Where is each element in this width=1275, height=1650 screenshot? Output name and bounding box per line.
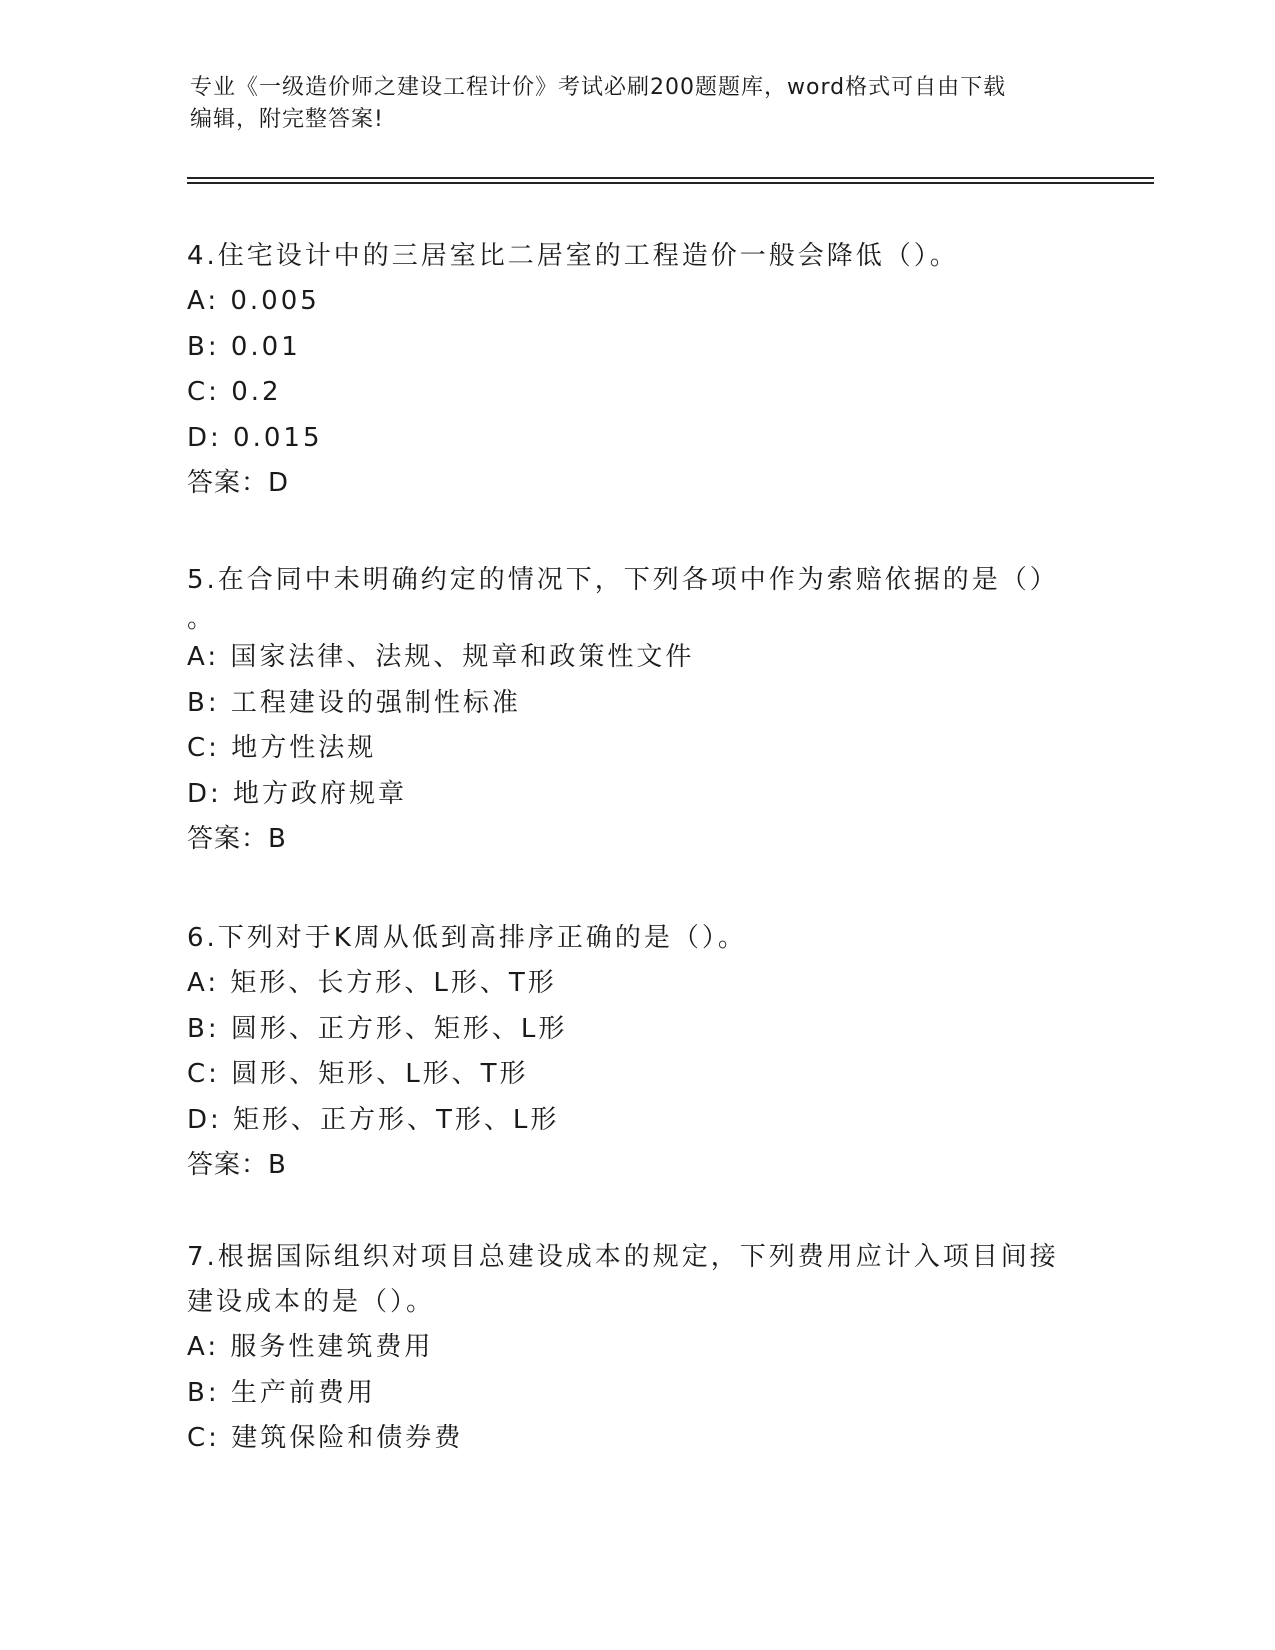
option-label: A:: [187, 968, 220, 998]
option-text: 圆形、正方形、矩形、L形: [230, 1013, 568, 1044]
option-text: 生产前费用: [230, 1377, 376, 1408]
option-text: 建筑保险和债券费: [231, 1423, 464, 1453]
option-label: D:: [187, 422, 222, 453]
question-title-continuation: 。: [187, 604, 217, 634]
option-text: 国家法律、法规、规章和政策性文件: [230, 642, 695, 672]
option-text: 矩形、长方形、L形、T形: [230, 968, 557, 998]
option-label: A:: [187, 1332, 220, 1362]
option-b: [187, 681, 1067, 727]
option-label: B:: [187, 1377, 220, 1408]
option-label: A:: [187, 642, 220, 672]
question-title-continuation: 建设成本的是（）。: [187, 1287, 436, 1317]
option-c: [187, 1416, 1067, 1462]
option-c: [187, 1052, 1067, 1098]
question-7: [187, 1235, 1067, 1462]
option-label: C:: [187, 1059, 220, 1089]
option-text: 0.2: [231, 377, 282, 407]
header-line-2: 编辑，附完整答案!: [190, 107, 384, 132]
option-label: C:: [187, 733, 220, 763]
answer-line: 答案：B: [187, 824, 287, 854]
header-divider-bottom: [187, 182, 1154, 184]
header-line-1: 专业《一级造价师之建设工程计价》考试必刷200题题库，word格式可自由下载: [190, 75, 1007, 100]
option-b: [187, 1371, 1067, 1417]
option-a: [187, 635, 1067, 681]
option-a: [187, 961, 1067, 1007]
option-a: [187, 279, 1067, 325]
option-label: B:: [187, 687, 220, 718]
answer-line: 答案：D: [187, 468, 290, 498]
answer-line: 答案：B: [187, 1150, 287, 1180]
option-text: 工程建设的强制性标准: [230, 687, 521, 718]
option-text: 服务性建筑费用: [230, 1332, 434, 1362]
question-title: 7.根据国际组织对项目总建设成本的规定，下列费用应计入项目间接: [187, 1242, 1059, 1272]
question-title: 4.住宅设计中的三居室比二居室的工程造价一般会降低（）。: [187, 241, 959, 271]
option-text: 0.015: [233, 422, 323, 453]
option-text: 0.005: [230, 286, 320, 316]
document-header: [190, 72, 1070, 136]
question-title: 6.下列对于K周从低到高排序正确的是（）。: [187, 923, 747, 953]
option-label: B:: [187, 331, 220, 362]
question-title: 5.在合同中未明确约定的情况下，下列各项中作为索赔依据的是（）: [187, 565, 1059, 595]
option-b: [187, 325, 1067, 371]
option-label: B:: [187, 1013, 220, 1044]
option-text: 矩形、正方形、T形、L形: [233, 1104, 560, 1135]
option-label: D:: [187, 1104, 222, 1135]
option-c: [187, 726, 1067, 772]
option-text: 地方性法规: [231, 733, 377, 763]
option-label: A:: [187, 286, 220, 316]
header-divider-top: [187, 177, 1154, 179]
option-d: [187, 772, 1067, 818]
option-d: [187, 1098, 1067, 1144]
option-text: 0.01: [230, 331, 301, 362]
question-6: [187, 916, 1067, 1188]
option-label: D:: [187, 778, 222, 809]
question-5: [187, 558, 1067, 862]
question-4: [187, 234, 1067, 506]
option-text: 圆形、矩形、L形、T形: [231, 1059, 529, 1089]
option-c: [187, 370, 1067, 416]
option-b: [187, 1007, 1067, 1053]
option-label: C:: [187, 1423, 220, 1453]
option-a: [187, 1325, 1067, 1371]
option-text: 地方政府规章: [233, 778, 408, 809]
option-d: [187, 416, 1067, 462]
option-label: C:: [187, 377, 220, 407]
